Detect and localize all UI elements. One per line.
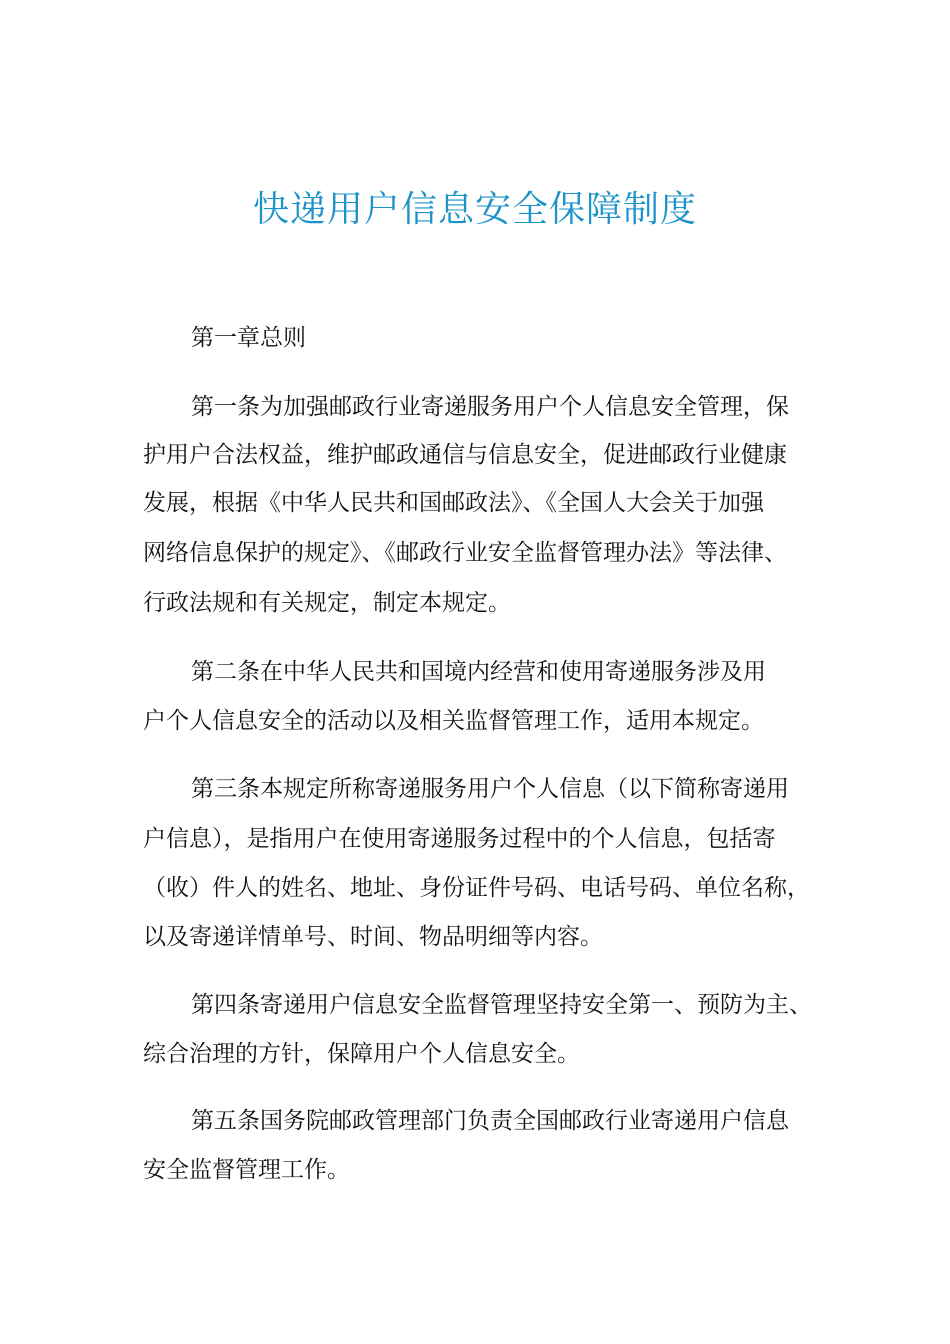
article-1-line-1: 第一条为加强邮政行业寄递服务用户个人信息安全管理，保 (191, 394, 789, 420)
chapter-heading: 第一章总则 (191, 325, 306, 351)
article-1-line-2: 护用户合法权益，维护邮政通信与信息安全，促进邮政行业健康 (143, 442, 787, 468)
document-title: 快递用户信息安全保障制度 (252, 189, 697, 230)
article-3-line-1: 第三条本规定所称寄递服务用户个人信息（以下简称寄递用 (191, 776, 789, 802)
article-3-line-3: （收）件人的姓名、地址、身份证件号码、电话号码、单位名称， (143, 875, 810, 901)
article-5-line-1: 第五条国务院邮政管理部门负责全国邮政行业寄递用户信息 (191, 1108, 789, 1134)
article-2-line-1: 第二条在中华人民共和国境内经营和使用寄递服务涉及用 (191, 659, 766, 685)
article-1-line-4: 网络信息保护的规定》、《邮政行业安全监督管理办法》等法律、 (143, 540, 787, 566)
article-4-line-1: 第四条寄递用户信息安全监督管理坚持安全第一、预防为主、 (191, 992, 812, 1018)
article-5-line-2: 安全监督管理工作。 (143, 1157, 350, 1183)
article-1-line-5: 行政法规和有关规定，制定本规定。 (143, 590, 511, 616)
article-1-line-3: 发展，根据《中华人民共和国邮政法》、《全国人大会关于加强 (143, 490, 764, 516)
article-2-line-2: 户个人信息安全的活动以及相关监督管理工作，适用本规定。 (143, 708, 764, 734)
article-4-line-2: 综合治理的方针，保障用户个人信息安全。 (143, 1041, 580, 1067)
article-3-line-2: 户信息），是指用户在使用寄递服务过程中的个人信息，包括寄 (143, 826, 776, 852)
article-3-line-4: 以及寄递详情单号、时间、物品明细等内容。 (143, 924, 603, 950)
